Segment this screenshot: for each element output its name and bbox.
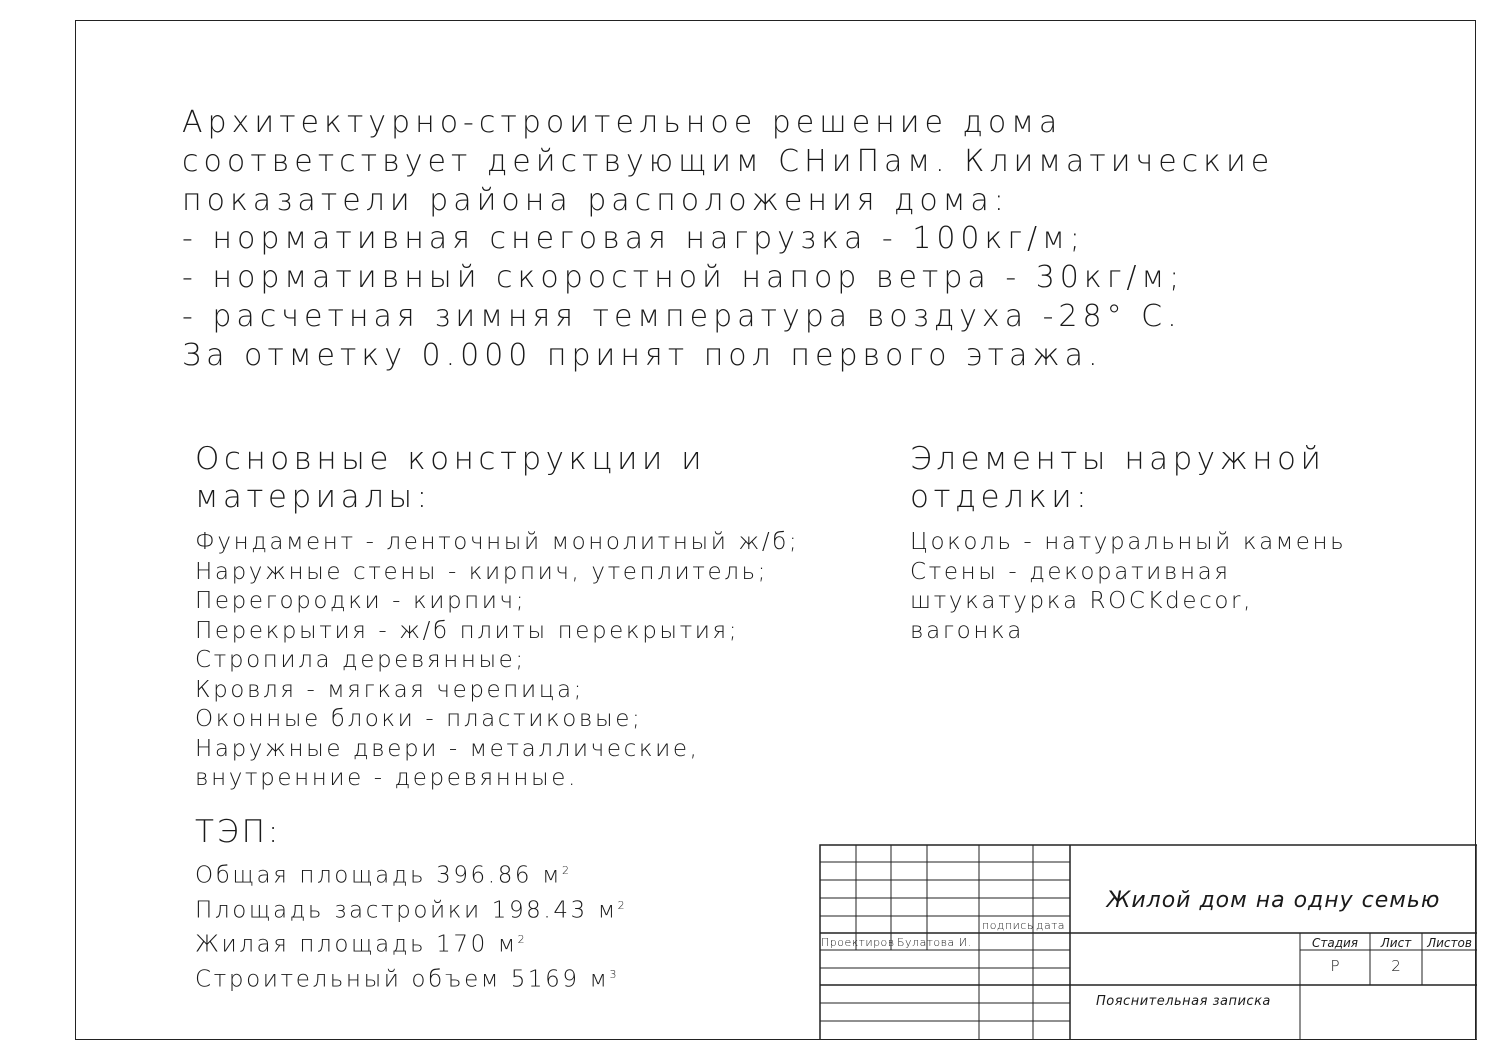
intro-line: - нормативная снеговая нагрузка - 100кг/м; [182,221,1085,257]
project-title: Жилой дом на одну семью [1106,888,1441,913]
finishing-heading [910,440,1325,516]
list-item: штукатурка ROCKdecor, [910,588,1254,614]
constructions-heading [195,440,706,516]
heading-line: отделки: [910,479,1092,515]
list-item: Наружные двери - металлические, [195,735,700,762]
author-name: Булатова И. [897,936,972,949]
unit-power: 2 [562,864,570,877]
list-item: Наружные стены - кирпич, утеплитель; [195,558,769,585]
signature-label: подпись [982,919,1034,932]
tep-item-label: Площадь застройки 198.43 м [195,897,618,924]
title-block [819,844,1477,1040]
list-item: Стропила деревянные; [195,647,526,673]
tep-item-label: Жилая площадь 170 м [195,931,518,958]
sheets-label: Листов [1427,936,1472,950]
date-label: дата [1036,919,1065,932]
sheet-label: Лист [1380,936,1412,950]
role-label: Проектиров [821,936,895,949]
list-item: Кровля - мягкая черепица; [195,676,584,703]
list-item: Оконные блоки - пластиковые; [195,706,643,732]
intro-line: За отметку 0.000 принят пол первого этажа. [182,337,1103,373]
list-item: вагонка [910,617,1024,644]
intro-text [182,104,1274,376]
tep-item [195,960,625,995]
list-item: внутренние - деревянные. [195,765,578,791]
unit-power: 2 [517,933,525,947]
document-name: Пояснительная записка [1096,994,1271,1009]
list-item: Перекрытия - ж/б плиты перекрытия; [195,617,740,644]
list-item: Фундамент - ленточный монолитный ж/б; [195,529,800,555]
constructions-list [195,528,799,794]
intro-line: Архитектурно-строительное решение дома [182,105,1063,140]
stage-value: Р [1330,957,1340,975]
list-item: Стены - декоративная [910,558,1231,585]
tep-title: ТЭП: [195,814,282,850]
tep-item [195,856,625,891]
intro-line: соответствует действующим СНиПам. Климатические [182,143,1275,179]
heading-line: материалы: [195,479,432,515]
tep-item-label: Строительный объем 5169 м [195,966,610,993]
heading-line: Элементы наружной [910,441,1326,477]
unit-power: 3 [609,967,617,981]
sheet-value: 2 [1391,957,1401,975]
tep-list [195,856,625,995]
finishing-list [910,528,1346,646]
list-item: Перегородки - кирпич; [195,588,527,614]
heading-line: Основные конструкции и [195,441,707,477]
tep-item [195,891,625,926]
unit-power: 2 [617,898,625,912]
intro-line: - расчетная зимняя температура воздуха -28° С. [182,298,1182,334]
tep-item-label: Общая площадь 396.86 м [195,862,563,889]
intro-line: - нормативный скоростной напор ветра - 30кг/м; [182,260,1185,296]
tep-item [195,925,625,960]
stage-label: Стадия [1311,936,1359,950]
intro-line: показатели района расположения дома: [182,182,1009,218]
list-item: Цоколь - натуральный камень [910,529,1347,555]
